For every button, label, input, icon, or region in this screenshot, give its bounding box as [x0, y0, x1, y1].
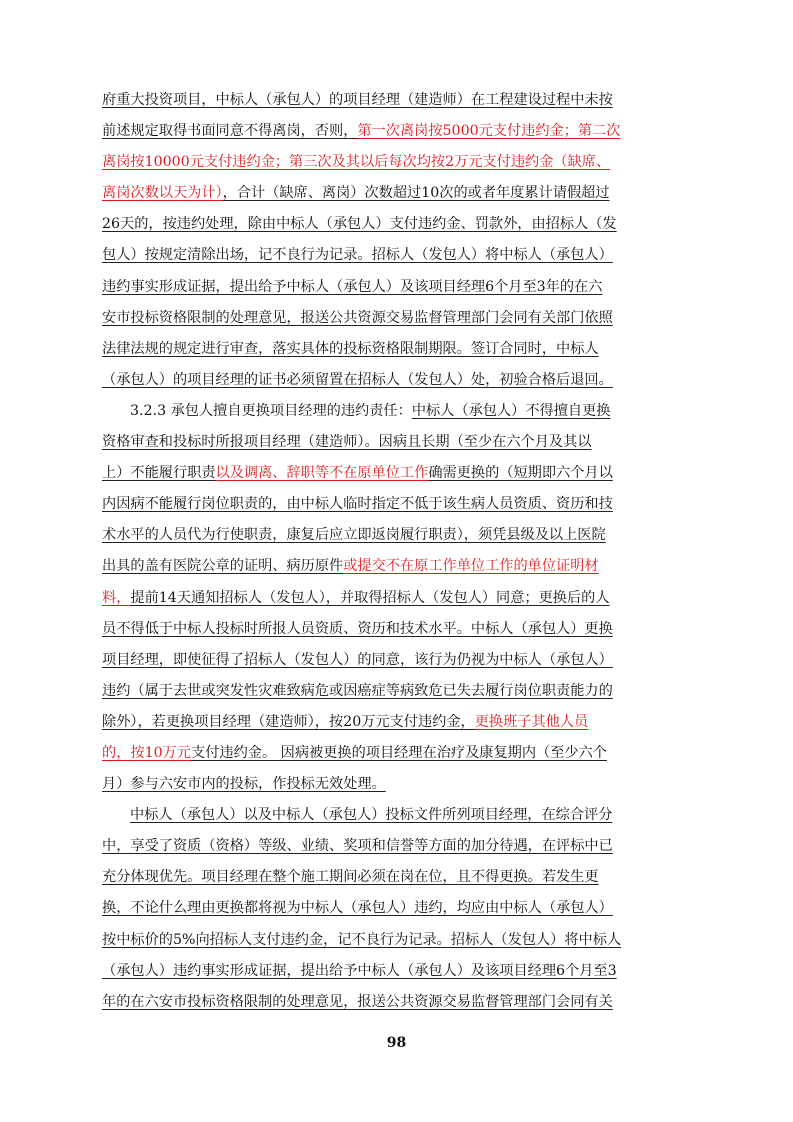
text-line	[102, 614, 692, 645]
highlighted-text: 或提交不在原工作单位工作的单位证明材	[343, 558, 599, 575]
text-segment: 支付违约金。 因病被更换的项目经理在治疗及康复期内（至少六个	[191, 744, 607, 761]
text-segment: 内因病不能履行岗位职责的，由中标人临时指定不低于该生病人员资质、资历和技	[102, 496, 613, 513]
text-line	[102, 520, 692, 551]
highlighted-text: 第一次离岗按5000元支付违约金；第二次	[357, 123, 621, 140]
page-number: 98	[386, 1035, 407, 1051]
body-text	[102, 85, 692, 1018]
text-line	[102, 116, 692, 147]
text-segment: 按中标价的5%向招标人支付违约金，记不良行为记录。招标人（发包人）将中标人	[102, 931, 622, 948]
text-segment: 府重大投资项目，中标人（承包人）的项目经理（建造师）在工程建设过程中未按	[102, 92, 613, 108]
text-line	[102, 676, 692, 707]
text-segment: 中标人（承包人）不得擅自更换	[411, 402, 611, 419]
text-segment: 项目经理，即使征得了招标人（发包人）的同意，该行为仍视为中标人（承包人）	[102, 651, 613, 668]
text-line	[102, 334, 692, 365]
text-segment: ，合计（缺席、离岗）次数超过10次的或者年度累计请假超过	[222, 185, 610, 202]
text-line	[102, 489, 692, 520]
text-line	[102, 800, 692, 831]
text-segment: 月）参与六安市内的投标，作投标无效处理。	[102, 776, 386, 793]
highlighted-text: 以及调离、辞职等不在原单位工作	[215, 465, 429, 482]
text-segment: 资格审查和投标时所报项目经理（建造师）。因病且长期（至少在六个月及其以	[102, 434, 592, 451]
text-segment: 前述规定取得书面同意不得离岗，否则，	[102, 123, 358, 140]
text-line	[102, 738, 692, 769]
text-line	[102, 240, 692, 271]
text-segment: 26天的，按违约处理，除由中标人（承包人）支付违约金、罚款外，由招标人（发	[102, 216, 617, 233]
highlighted-text: 的，按10万元	[102, 744, 191, 761]
text-line	[102, 209, 692, 240]
text-line	[102, 427, 692, 458]
text-segment: 中，享受了资质（资格）等级、业绩、奖项和信誉等方面的加分待遇，在评标中已	[102, 838, 613, 855]
text-line	[102, 925, 692, 956]
text-line	[102, 707, 692, 738]
text-line	[102, 458, 692, 489]
text-line	[102, 272, 692, 303]
text-segment: 术水平的人员代为行使职责，康复后应立即返岗履行职责），须凭县级及以上医院	[102, 527, 606, 544]
highlighted-text: 更换班子其他人员	[474, 713, 589, 730]
text-line	[102, 831, 692, 862]
text-line	[102, 303, 692, 334]
text-segment: 上）不能履行职责	[102, 465, 216, 482]
text-segment: 出具的盖有医院公章的证明、病历原件	[102, 558, 344, 575]
text-segment: 换，不论什么理由更换都将视为中标人（承包人）违约，均应由中标人（承包人）	[102, 900, 613, 917]
text-line	[102, 956, 692, 987]
text-segment: 确需更换的（短期即六个月以	[428, 465, 613, 482]
highlighted-text: 离岗按10000元支付违约金；第三次及其以后每次均按2万元支付违约金（缺席、	[102, 154, 611, 171]
highlighted-text: 料，	[102, 589, 131, 606]
text-line	[102, 987, 692, 1018]
text-segment: 包人）按规定清除出场，记不良行为记录。招标人（发包人）将中标人（承包人）	[102, 247, 613, 264]
text-segment: 充分体现优先。项目经理在整个施工期间必须在岗在位，且不得更换。若发生更	[102, 869, 599, 886]
text-line	[102, 178, 692, 209]
text-line	[102, 147, 692, 178]
text-line	[102, 893, 692, 924]
text-segment: 违约（属于去世或突发性灾难致病危或因癌症等病致危已失去履行岗位职责能力的	[102, 682, 613, 699]
text-line	[102, 645, 692, 676]
text-line	[102, 365, 692, 396]
text-line	[102, 583, 692, 614]
text-segment: 法律法规的规定进行审查，落实具体的投标资格限制期限。签订合同时，中标人	[102, 340, 599, 357]
text-segment: 安市投标资格限制的处理意见，报送公共资源交易监督管理部门会同有关部门依照	[102, 309, 613, 326]
text-line	[102, 862, 692, 893]
text-line	[102, 396, 692, 427]
text-segment: 员不得低于中标人投标时所报人员资质、资历和技术水平。中标人（承包人）更换	[102, 620, 613, 637]
text-line	[102, 85, 692, 116]
text-line	[102, 551, 692, 582]
text-line	[102, 769, 692, 800]
highlighted-text: 离岗次数以天为计）	[102, 185, 223, 202]
text-segment: 中标人（承包人）以及中标人（承包人）投标文件所列项目经理，在综合评分	[130, 807, 613, 824]
text-segment: 除外），若更换项目经理（建造师），按20万元支付违约金，	[102, 713, 475, 730]
text-segment: 年的在六安市投标资格限制的处理意见，报送公共资源交易监督管理部门会同有关	[102, 993, 613, 1010]
text-segment: 提前14天通知招标人（发包人），并取得招标人（发包人）同意；更换后的人	[130, 589, 610, 606]
text-segment: 3.2.3 承包人擅自更换项目经理的违约责任：	[130, 402, 412, 419]
text-segment: （承包人）违约事实形成证据，提出给予中标人（承包人）及该项目经理6个月至3	[102, 962, 617, 979]
text-segment: （承包人）的项目经理的证书必须留置在招标人（发包人）处，初验合格后退回。	[102, 371, 613, 388]
text-segment: 违约事实形成证据，提出给予中标人（承包人）及该项目经理6个月至3年的在六	[102, 278, 603, 295]
